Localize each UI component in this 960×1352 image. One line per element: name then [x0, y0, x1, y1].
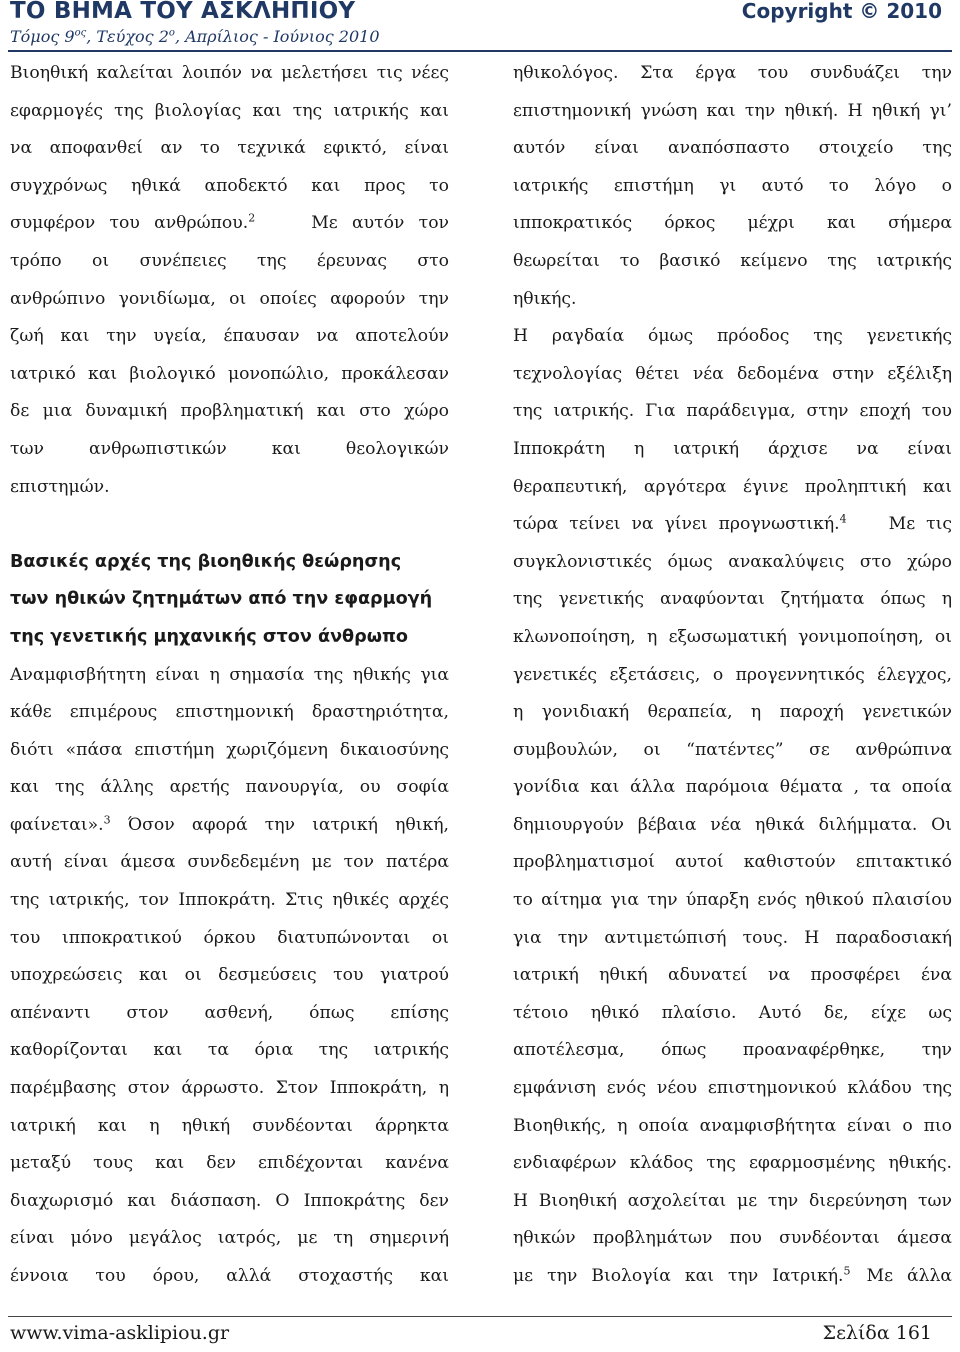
- text-line: τεχνολογίας θέτει νέα δεδομένα στην εξέλιξη: [513, 363, 952, 384]
- text-line: ηθικής.: [513, 288, 577, 309]
- footer-page-number: Σελίδα 161: [822, 1322, 932, 1344]
- footnote-ref: 3: [103, 813, 111, 827]
- text-line: [513, 506, 952, 544]
- text-line: Αναμφισβήτητη είναι η σημασία της ηθικής για: [10, 664, 449, 685]
- text-line: τέτοιο ηθικό πλαίσιο. Αυτό δε, είχε ως: [513, 1002, 952, 1023]
- text-fragment: Όσον αφορά την ιατρική ηθική,: [127, 814, 450, 835]
- text-line: ενδιαφέρων κλάδος της εφαρμοσμένης ηθικής.: [513, 1153, 952, 1174]
- text-line: κλωνοποίηση, η εξωσωματική γονιμοποίηση, οι: [513, 626, 952, 647]
- issue-date: , Απρίλιος - Ιούνιος 2010: [174, 27, 380, 46]
- text-line: Η Βιοηθική ασχολείται με την διερεύνηση των: [513, 1190, 952, 1211]
- text-line: ηθικολόγος. Στα έργα του συνδυάζει την: [513, 63, 952, 83]
- section-heading: των ηθικών ζητημάτων από την εφαρμογή: [10, 589, 433, 610]
- text-line: συγκλονιστικές όμως ανακαλύψεις στο χώρο: [513, 551, 952, 572]
- text-line: της ιατρικής. Για παράδειγμα, στην εποχή του: [513, 401, 952, 422]
- text-line: προβληματισμοί αυτοί καθιστούν επιτακτικό: [513, 852, 952, 873]
- text-line: αποτέλεσμα, όπως προαναφέρθηκε, την: [513, 1040, 952, 1061]
- text-line: ηθικών προβλημάτων που συνδέονται άμεσα: [513, 1228, 952, 1249]
- text-line: διότι «πάσα επιστήμη χωριζόμενη δικαιοσύνης: [10, 739, 449, 760]
- footer-website-url: www.vima-asklipiou.gr: [10, 1322, 230, 1344]
- footnote-ref: 5: [843, 1264, 851, 1278]
- text-line: επιστημών.: [10, 476, 110, 497]
- page-header: [8, 0, 952, 50]
- text-line: ιατρική ηθική αδυνατεί να προσφέρει ένα: [513, 965, 952, 986]
- text-line: έννοια του όρου, αλλά στοχαστής και: [10, 1266, 449, 1286]
- journal-title: ΤΟ ΒΗΜΑ ΤΟΥ ΑΣΚΛΗΠΙΟΥ: [10, 0, 356, 24]
- text-line: ιπποκρατικός όρκος μέχρι και σήμερα: [513, 213, 952, 234]
- issue-volume-sup: ος: [74, 27, 87, 39]
- text-line: της γενετικής αναφύονται ζητήματα όπως η: [513, 589, 952, 610]
- text-line: απέναντι στον ασθενή, όπως επίσης: [10, 1002, 449, 1023]
- footnote-ref: 2: [248, 211, 256, 225]
- left-text-column: [10, 55, 449, 1296]
- text-line: μεταξύ τους και δεν επιδέχονται κανένα: [10, 1153, 449, 1174]
- text-line: θεραπευτική, αργότερα έγινε προληπτική και: [513, 476, 952, 497]
- text-line: και της άλλης αρετής πανουργία, ου σοφία: [10, 777, 449, 798]
- text-line: του ιπποκρατικού όρκου διατυπώνονται οι: [10, 927, 449, 948]
- text-line: Ιπποκράτη η ιατρική άρχισε να είναι: [513, 438, 952, 459]
- text-line: διαχωρισμό και διάσπαση. Ο Ιπποκράτης δεν: [10, 1190, 449, 1211]
- text-line: των ανθρωπιστικών και θεολογικών: [10, 438, 449, 459]
- copyright-notice: Copyright © 2010: [741, 0, 942, 23]
- text-line: τρόπο οι συνέπειες της έρευνας στο: [10, 250, 449, 271]
- text-line: υποχρεώσεις και οι δεσμεύσεις του γιατρού: [10, 965, 449, 986]
- text-line: ιατρική και η ηθική συνδέονται άρρηκτα: [10, 1115, 449, 1136]
- text-line: ιατρικής επιστήμη γι αυτό το λόγο ο: [513, 175, 952, 196]
- text-line: αυτόν είναι αναπόσπαστο στοιχείο της: [513, 138, 952, 159]
- text-line: εφαρμογές της βιολογίας και της ιατρικής και: [10, 100, 449, 121]
- text-line: επιστημονική γνώση και την ηθική. Η ηθική γι’: [513, 100, 952, 121]
- text-line: γονίδια και άλλα παρόμοια θέματα , τα οποία: [513, 777, 952, 798]
- text-line: δημιουργούν βέβαια νέα ηθικά διλήμματα. Οι: [513, 814, 952, 835]
- footnote-ref: 4: [839, 512, 847, 526]
- text-fragment: φαίνεται».: [10, 814, 104, 835]
- text-line: [10, 807, 449, 845]
- text-line: θεωρείται το βασικό κείμενο της ιατρικής: [513, 250, 952, 271]
- header-divider: [8, 50, 952, 52]
- right-text-column: [513, 55, 952, 1296]
- text-line: [10, 205, 449, 243]
- text-line: αυτή είναι άμεσα συνδεδεμένη με τον πατέρα: [10, 852, 449, 873]
- section-heading: Βασικές αρχές της βιοηθικής θεώρησης: [10, 551, 402, 572]
- text-line: εμφάνιση ενός νέου επιστημονικού κλάδου της: [513, 1078, 952, 1099]
- issue-volume: Τόμος 9: [10, 27, 75, 46]
- text-line: συμβουλών, οι “πατέντες” σε ανθρώπινα: [513, 739, 952, 760]
- text-line: της ιατρικής, τον Ιπποκράτη. Στις ηθικές αρχές: [10, 890, 449, 911]
- blank-line: [10, 506, 449, 544]
- text-line: να αποφανθεί αν το τεχνικά εφικτό, είναι: [10, 138, 449, 159]
- text-line: ζωή και την υγεία, έπαυσαν να αποτελούν: [10, 326, 449, 347]
- text-line: ανθρώπινο γονιδίωμα, οι οποίες αφορούν την: [10, 288, 449, 309]
- text-fragment: Με άλλα: [866, 1266, 952, 1286]
- text-line: ιατρικό και βιολογικό μονοπώλιο, προκάλεσαν: [10, 363, 449, 384]
- issue-number-sup: ο: [168, 27, 175, 39]
- text-line: για την αντιμετώπισή τους. Η παραδοσιακή: [513, 927, 952, 948]
- text-line: δε μια δυναμική προβληματική και στο χώρο: [10, 401, 449, 422]
- issue-number: , Τεύχος 2: [86, 27, 169, 46]
- issue-info: [10, 27, 380, 46]
- text-line: [513, 1258, 952, 1296]
- text-fragment: με την Βιολογία και την Ιατρική.: [513, 1266, 844, 1286]
- text-line: Η ραγδαία όμως πρόοδος της γενετικής: [513, 326, 952, 347]
- text-line: Βιοηθική καλείται λοιπόν να μελετήσει τις νέες: [10, 63, 449, 83]
- text-line: καθορίζονται και τα όρια της ιατρικής: [10, 1040, 449, 1061]
- text-line: Βιοηθικής, η οποία αναμφισβήτητα είναι ο πιο: [513, 1115, 952, 1136]
- text-line: κάθε επιμέρους επιστημονική δραστηριότητα,: [10, 702, 449, 723]
- text-line: η γονιδιακή θεραπεία, η παροχή γενετικών: [513, 702, 952, 723]
- text-line: το αίτημα για την ύπαρξη ενός ηθικού πλαισίου: [513, 890, 952, 911]
- text-fragment: συμφέρον του ανθρώπου.: [10, 213, 249, 234]
- text-fragment: τώρα τείνει να γίνει προγνωστική.: [513, 514, 840, 535]
- footer-divider: [8, 1316, 952, 1317]
- text-line: παρέμβασης στον άρρωστο. Στον Ιπποκράτη, η: [10, 1078, 449, 1099]
- text-fragment: Με τις: [888, 514, 952, 535]
- text-line: είναι μόνο μεγάλος ιατρός, με τη σημερινή: [10, 1228, 449, 1249]
- text-line: συγχρόνως ηθικά αποδεκτό και προς το: [10, 175, 449, 196]
- section-heading: της γενετικής μηχανικής στον άνθρωπο: [10, 626, 409, 647]
- text-fragment: Με αυτόν τον: [311, 213, 449, 234]
- text-line: γενετικές εξετάσεις, ο προγεννητικός έλεγχος,: [513, 664, 952, 685]
